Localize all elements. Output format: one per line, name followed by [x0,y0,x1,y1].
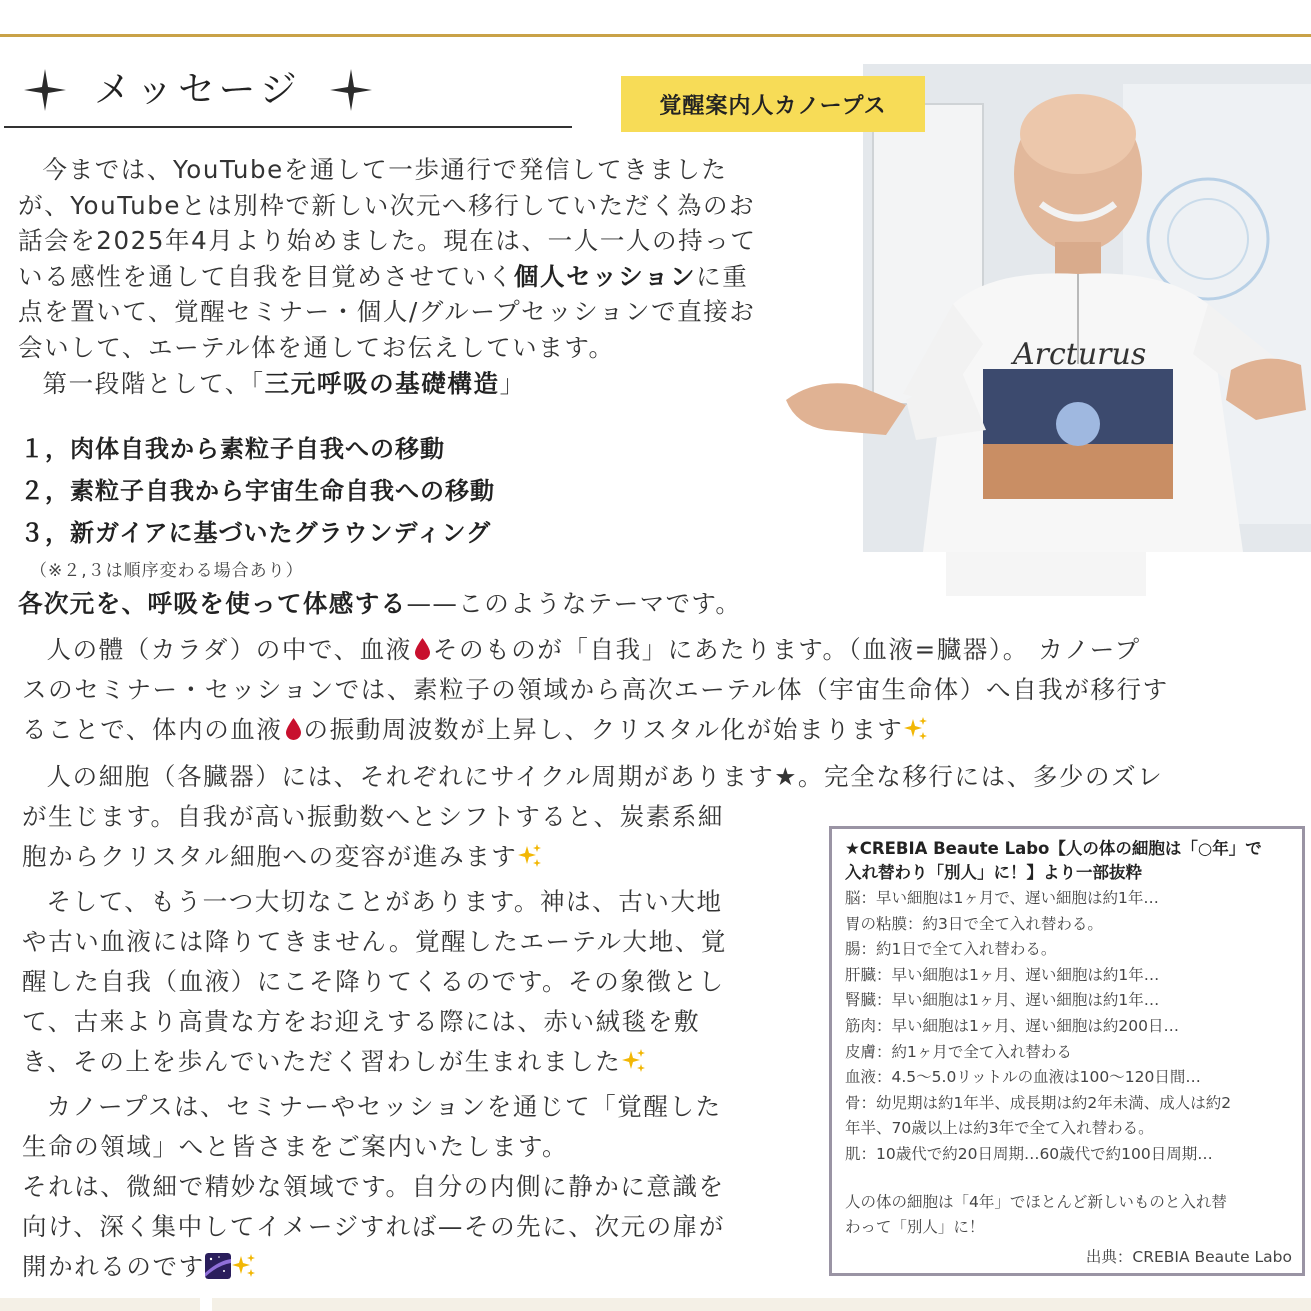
sidebox-item: 筋肉：早い細胞は1ヶ月、遅い細胞は約200日… [845,1016,1179,1035]
sidebox-summary [845,1190,1292,1241]
sidebox-item: 腎臓：早い細胞は1ヶ月、遅い細胞は約1年… [845,991,1160,1010]
step-item: ３，新ガイアに基づいたグラウンディング [20,519,492,547]
theme-conclusion [18,585,741,620]
para-text: 開かれるのです [22,1252,205,1281]
step-item: ２，素粒子自我から宇宙生命自我への移動 [20,477,495,505]
stage-line [18,366,838,402]
sidebox-item: 肌：10歳代で約20日周期…60歳代で約100日周期… [845,1144,1213,1163]
stage-suffix: 」 [499,368,526,398]
para-line: それは、微細で精妙な領域です。自分の内側に静かに意識を [22,1172,725,1201]
section-heading [22,62,374,118]
para-text: そのものが「自我」にあたります。（血液=臓器）。 カノープ [432,635,1141,664]
order-note: （※２,３は順序変わる場合あり） [30,561,304,581]
shirt-text: Arcturus [1013,337,1147,372]
para-line: 向け、深く集中してイメージすれば—その先に、次元の扉が [22,1212,725,1241]
para-line [22,630,1307,670]
speaker-name-tag: 覚醒案内人カノープス [621,76,925,132]
sparkles-icon [517,843,543,869]
sidebox-item: 胃の粘膜：約3日で全て入れ替わる。 [845,914,1103,933]
sidebox-item: 肝臓：早い細胞は1ヶ月、遅い細胞は約1年… [845,965,1160,984]
step-item: １，肉体自我から素粒子自我への移動 [20,435,445,463]
intro-line: 話会を2025年4月より始めました。現在は、一人一人の持って [18,226,757,256]
intro-text: に重 [696,261,749,291]
para-text: の振動周波数が上昇し、クリスタル化が始まります [303,715,904,744]
sidebox-item: 骨：幼児期は約1年半、成長期は約2年未満、成人は約2 [845,1093,1232,1112]
intro-text: いる感性を通して自我を目覚めさせていく [18,261,514,291]
red-carpet-paragraph [22,882,814,1082]
para-line: 生命の領域」へと皆さまをご案内いたします。 [22,1132,569,1161]
para-line: カノープスは、セミナーやセッションを通じて「覚醒した [46,1092,722,1121]
para-line: 醒した自我（血液）にこそ降りてくるのです。その象徴とし [22,967,725,996]
para-text: 胞からクリスタル細胞への変容が進みます [22,842,518,871]
guidance-paragraph [22,1087,814,1287]
para-line: スのセミナー・セッションでは、素粒子の領域から高次エーテル体（宇宙生命体）へ自我が移行す [22,675,1169,704]
milky-way-icon [205,1253,231,1279]
intro-line: 今までは、YouTubeを通して一歩通行で発信してきました [42,155,728,184]
footer-strip-left [0,1298,200,1311]
sidebox-item: 脳：早い細胞は1ヶ月で、遅い細胞は約1年… [845,889,1159,907]
intro-line: 会いして、エーテル体を通してお伝えしています。 [18,332,615,362]
intro-line [18,259,838,295]
heading-title: メッセージ [94,68,302,111]
sidebox-title-line: ★CREBIA Beaute Labo【人の体の細胞は「○年」で [845,839,1262,858]
para-line: や古い血液には降りてきません。覚醒したエーテル大地、覚 [22,927,727,956]
sidebox-summary-line: 人の体の細胞は「4年」でほとんど新しいものと入れ替 [845,1192,1227,1211]
sidebox-title-line: 入れ替わり「別人」に！】より一部抜粋 [845,863,1142,882]
conclusion-text: ——このようなテーマです。 [406,589,742,618]
heading-underline [4,126,572,128]
blood-paragraph [22,630,1307,750]
para-text: き、その上を歩んでいただく習わしが生まれました [22,1047,622,1076]
intro-line: 点を置いて、覚醒セミナー・個人/グループセッションで直接お [18,297,756,327]
intro-paragraph [18,152,838,401]
stage-prefix: 第一段階として、「 [42,368,265,398]
para-text: 人の體（カラダ）の中で、血液 [46,635,412,664]
sidebox-item: 年半、70歳以上は約3年で全て入れ替わる。 [845,1119,1154,1138]
speaker-photo-hands [786,330,1311,596]
footer-strip-right [212,1298,1311,1311]
para-line: そして、もう一つ大切なことがあります。神は、古い大地 [46,887,723,916]
para-line: て、古来より高貴な方をお迎えする際には、赤い絨毯を敷 [22,1007,701,1036]
sidebox-item: 皮膚：約1ヶ月で全て入れ替わる [845,1042,1072,1061]
top-gold-rule [0,34,1311,37]
sidebox-source: 出典：CREBIA Beaute Labo [1085,1247,1292,1266]
sidebox-title [845,837,1292,885]
four-point-star-icon [328,67,374,113]
steps-list [20,428,495,554]
blood-drop-icon [414,637,431,661]
sparkles-icon [903,716,929,742]
four-point-star-icon [22,67,68,113]
para-text: ることで、体内の血液 [22,715,283,744]
emphasis-individual-session: 個人セッション [513,261,697,291]
para-line [22,710,1307,750]
para-line: が生じます。自我が高い振動数へとシフトすると、炭素系細 [22,802,725,831]
cell-renewal-sidebox [829,826,1305,1276]
para-line [22,1042,814,1082]
para-line: 人の細胞（各臓器）には、それぞれにサイクル周期があります★。完全な移行には、多少のズレ [46,762,1164,791]
para-line [22,1247,814,1287]
stage-title: 三元呼吸の基礎構造 [264,368,500,398]
sidebox-item: 腸：約1日で全て入れ替わる。 [845,940,1057,959]
sidebox-item: 血液：4.5〜5.0リットルの血液は100〜120日間… [845,1068,1201,1087]
sparkles-icon [621,1048,647,1074]
conclusion-emphasis: 各次元を、呼吸を使って体感する [18,589,407,618]
sparkles-icon [231,1253,257,1279]
intro-line: が、YouTubeとは別枠で新しい次元へ移行していただく為のお [18,190,756,220]
blood-drop-icon [285,717,302,741]
sidebox-summary-line: わって「別人」に！ [845,1218,985,1237]
